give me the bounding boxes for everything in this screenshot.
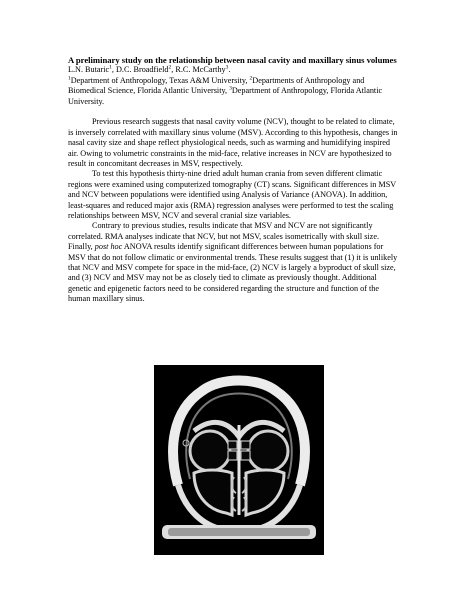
author-line [68,65,398,76]
affiliation: Department of Anthropology, Florida Atlantic University. [68,86,383,106]
paragraph-results [68,221,398,304]
paper-body [68,55,398,305]
affiliation: Department of Anthropology, Texas A&M University, [70,75,250,85]
author-superscript: 2 [168,64,172,71]
author-name: D.C. Broadfield [116,65,169,74]
results-text: ANOVA results identify significant differences between human populations for MSV that do not follow climatic or environmental trends. These results suggest that (1) it is unlikely that NCV and MSV compete for space in the mid-face, (2) NCV is largely a byproduct of skull size, and (3) NCV and MSV may not be as closely tied to climate as previously thought. Additional genetic and epigenetic factors need to be considered regarding the structure and function of the human maxillary sinus. [68,242,398,304]
author-superscript: 3 [225,64,229,71]
affiliation-superscript: 3 [229,85,232,92]
results-text: Contrary to previous studies, results indicate that MSV and NCV are not significantly correlated. RMA analyses indicate that NCV, but not MSV, scales isometrically with skull size. Finally, [68,221,379,252]
paragraph-intro: Previous research suggests that nasal cavity volume (NCV), thought to be related to climate, is inversely correlated with maxillary sinus volume (MSV). According to this hypothesis, changes in nasal cavity size and shape reflect physiological needs, such as warming and humidifying inspired air. Owing to volumetric constraints in the mid-face, relative increases in NCV are hypothesized to result in concomitant decreases in MSV, respectively. [68,117,398,168]
author-name: R.C. McCarthy [175,65,226,74]
affiliations [68,76,398,108]
affiliation-superscript: 2 [249,74,253,81]
right-orbit [248,431,288,471]
paper-title: A preliminary study on the relationship between nasal cavity and maxillary sinus volumes [68,55,397,65]
author-name: L.N. Butaric [68,65,110,74]
affiliation: Departments of Anthropology and Biomedical Science, Florida Atlantic University, [68,75,365,96]
author-superscript: 1 [109,64,112,71]
left-orbit [190,431,230,471]
ct-scan-image [154,365,324,555]
ct-scan-figure [154,365,324,555]
author-separator: , [171,65,176,74]
paragraph-methods: To test this hypothesis thirty-nine dried adult human crania from seven different climatic regions were examined using computerized tomography (CT) scans. Significant differences in MSV and NCV between populations were identified using Analysis of Variance (ANOVA). In addition, least-squares and reduced major axis (RMA) regression analyses were performed to test the scaling relationships between MSV, NCV and several cranial size variables. [68,169,397,221]
author-separator: . [228,65,231,74]
affiliation-superscript: 1 [68,74,71,81]
scan-mount-shadow [168,528,310,536]
author-separator: , [111,65,116,74]
post-hoc-italic: post hoc [94,242,123,252]
